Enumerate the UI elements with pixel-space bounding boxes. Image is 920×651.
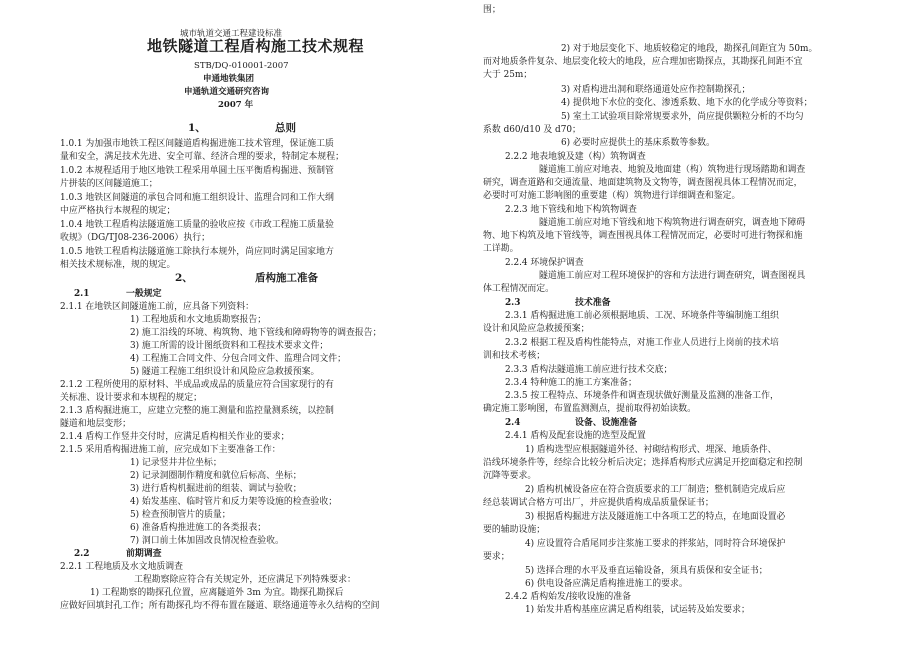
list-item: 2) 盾构机械设备应在符合资质要求的工厂制造；整机制造完成后应 [525,485,786,495]
section-1-title: 总则 [275,122,296,134]
clause-2-1-1: 2.1.1 在地铁区间隧道施工前，应具备下列资料： [60,302,255,312]
clause-2-2-4-cont: 体工程情况而定。 [483,284,554,294]
publish-year: 2007 年 [218,100,254,110]
clause-2-1-2: 2.1.2 工程所使用的原材料、半成品或成品的质量应符合国家现行的有 [60,380,334,390]
clause-2-4-1: 2.4.1 盾构及配套设施的选型及配置 [505,431,646,441]
list-item: 1) 工程勘察的勘探孔位置，应离隧道外 3m 为宜。勘探孔勘探后 [90,588,344,598]
clause-2-1-3: 2.1.3 盾构掘进施工，应建立完整的施工测量和监控量测系统，以控制 [60,406,334,416]
clause-2-2-4-body: 隧道施工前应对工程环境保护的容和方法进行调查研究，调查图视具 [539,271,806,281]
list-item: 2) 施工沿线的环境、构筑物、地下管线和障碍物等的调查报告； [130,328,382,338]
clause-2-3-5: 2.3.5 按工程特点、环境条件和调查现状做好测量及监测的准备工作， [505,391,779,401]
standard-code: STB/DQ-010001-2007 [194,61,289,71]
section-2-4-number: 2.4 [505,418,521,428]
section-2-4-title: 设备、设施准备 [575,418,638,428]
clause-2-2-3-cont: 物、地下构筑及地下管线等，调查围视具体工程情况而定，必要时可进行物探和施 [483,231,803,241]
clause-2-1-3-cont: 隧道和地层变形； [60,419,131,429]
list-item: 3) 施工所需的设计图纸资料和工程技术要求文件； [130,341,329,351]
list-item: 4) 工程施工合同文件、分包合同文件、监理合同文件； [130,354,347,364]
list-item-cont: 沉降等要求。 [483,471,537,481]
list-item: 3) 对盾构进出洞和联络通道处应作控制勘探孔； [561,85,751,95]
section-2-3-number: 2.3 [505,298,521,308]
clause-1-0-2-cont: 片拼装的区间隧道施工； [60,179,158,189]
list-item: 1) 始发井盾构基座应满足盾构组装，试运转及始发要求； [525,605,750,615]
document-title: 地铁隧道工程盾构施工技术规程 [147,37,365,55]
section-2-3-title: 技术准备 [575,298,611,308]
clause-2-2-2-cont: 研究，调查道路和交通流量、地面建筑物及文物等，调查图视具体工程情况而定， [483,178,803,188]
clause-2-2-1: 2.2.1 工程地质及水文地质调查 [60,562,184,572]
list-item: 4) 应设置符合盾尾同步注浆施工要求的拌浆站，同时符合环境保护 [525,539,786,549]
list-item: 6) 必要时应提供土的基床系数等参数。 [561,138,715,148]
clause-1-0-2: 1.0.2 本规程适用于地区地铁工程采用单圆土压平衡盾构掘进、预制管 [60,166,334,176]
list-item: 5) 室土工试验项目除常规要求外，尚应提供颗粒分析的不均匀 [561,112,804,122]
list-item-cont: 要的辅助设施； [483,525,546,535]
list-item: 5) 选择合理的水平及垂直运输设备，须具有质保和安全证书； [525,566,768,576]
clause-1-0-3-cont: 中应严格执行本规程的规定； [60,206,176,216]
clause-2-2-3-cont: 工详勘。 [483,244,519,254]
list-item: 4) 始发基座、临时管片和反力架等设施的检查验收； [130,497,338,507]
list-item: 5) 隧道工程施工组织设计和风险应急救援预案。 [130,367,320,377]
clause-2-4-2: 2.4.2 盾构始发/接收设施的准备 [505,592,632,602]
clause-2-3-3: 2.3.3 盾构法隧道施工前应进行技术交底； [505,365,673,375]
list-item: 6) 准备盾构推进施工的各类报表； [130,523,267,533]
clause-2-2-3: 2.2.3 地下管线和地下构筑物调查 [505,205,637,215]
clause-2-1-5: 2.1.5 采用盾构掘进施工前，应完成如下主要准备工作： [60,445,281,455]
section-2-1-number: 2.1 [74,289,90,299]
clause-2-3-1: 2.3.1 盾构掘进施工前必须根据地质、工况、环境条件等编制施工组织 [505,311,779,321]
standard-series: 城市轨道交通工程建设标准 [180,29,283,39]
clause-1-0-3: 1.0.3 地铁区间隧道的承包合同和施工组织设计、监理合同和工作大纲 [60,193,334,203]
section-2-2-title: 前期调查 [126,549,162,559]
clause-2-3-2-cont: 训和技术考核； [483,351,546,361]
list-item: 1) 记录竖井井位坐标； [130,458,222,468]
clause-1-0-5: 1.0.5 地铁工程盾构法隧道施工除执行本规外，尚应同时满足国家地方 [60,247,334,257]
clause-2-3-5-cont: 确定施工影响图，布置监测测点，提前取得初始读数。 [483,404,696,414]
list-item-cont: 而对地质条件复杂、地层变化较大的地段，应合理加密勘探点，其勘探孔间距不宜 [483,57,803,67]
section-1-number: 1、 [188,122,206,134]
clause-2-2-2-body: 隧道施工前应对地表、地貌及地面建（构）筑物进行现场踏勘和调查 [539,165,806,175]
section-2-2-number: 2.2 [74,549,90,559]
clause-2-1-2-cont: 关标准、设计要求和本规程的规定； [60,393,202,403]
clause-2-1-4: 2.1.4 盾构工作竖井交付时，应满足盾构相关作业的要求； [60,432,290,442]
list-item-cont: 系数 d60/d10 及 d70； [483,125,581,135]
section-2-title: 盾构施工准备 [255,272,318,284]
clause-2-3-4: 2.3.4 特种施工的施工方案准备； [505,378,637,388]
list-item: 4) 提供地下水位的变化、渗透系数、地下水的化学成分等资料； [561,98,813,108]
list-item: 3) 根据盾构掘进方法及隧道施工中各项工艺的特点，在地面设置必 [525,512,786,522]
clause-2-3-2: 2.3.2 根据工程及盾构性能特点，对施工作业人员进行上岗前的技术培 [505,338,779,348]
list-item-cont: 沿线环境条件等，经综合比较分析后决定；选择盾构形式应满足开挖面稳定和控制 [483,458,803,468]
editing-org: 申通轨道交通研究咨询 [184,87,270,97]
clause-2-2-3-body: 隧道施工前应对地下管线和地下构筑物进行调查研究，调查地下障碍 [539,218,806,228]
clause-1-0-1: 1.0.1 为加强市地铁工程区间隧道盾构掘进施工技术管理，保证施工质 [60,139,334,149]
list-item-cont: 经总装调试合格方可出厂，并应提供盾构成品质量保证书； [483,498,714,508]
clause-1-0-4: 1.0.4 地铁工程盾构法隧道施工质量的验收应按《市政工程施工质量验 [60,220,334,230]
clause-2-3-1-cont: 设计和风险应急救援预案； [483,324,590,334]
list-item: 2) 记录洞圈制作精度和就位后标高、坐标； [130,471,302,481]
list-item-cont: 要求； [483,552,510,562]
clause-2-2-2: 2.2.2 地表地貌及建（构）筑物调查 [505,152,646,162]
clause-2-2-1-body: 工程勘察除应符合有关规定外，还应满足下列特殊要求： [134,575,356,585]
clause-1-0-1-cont: 量和安全，满足技术先进、安全可靠、经济合理的要求，特制定本规程； [60,152,344,162]
list-item: 2) 对于地层变化下、地质较稳定的地段，勘探孔间距宜为 50m。 [561,44,818,54]
clause-1-0-5-cont: 相关技术规标准，规的规定。 [60,260,176,270]
clause-2-2-4: 2.2.4 环境保护调查 [505,258,584,268]
list-item: 6) 供电设备应满足盾构推进施工的要求。 [525,579,688,589]
section-2-number: 2、 [175,272,193,284]
clause-2-2-2-cont: 必要时可对施工影响图的重要建（构）筑物进行详细调查和鉴定。 [483,191,741,201]
list-item: 5) 检查预制管片的质量； [130,510,231,520]
section-2-1-title: 一般规定 [126,289,162,299]
clause-1-0-4-cont: 收规》（DG/TJ08-236-2006）执行； [60,233,211,243]
issuing-org: 申通地铁集团 [203,74,255,84]
list-item: 1) 盾构选型应根据隧道外径、衬砌结构形式、埋深、地质条件、 [525,445,777,455]
list-item: 7) 洞口前土体加固改良情况检查验收。 [130,536,284,546]
list-item-cont: 应做好回填封孔工作；所有勘探孔均不得布置在隧道、联络通道等永久结构的空间 [60,601,380,611]
list-item-cont: 大于 25m； [483,70,533,80]
continued-text: 围； [483,5,501,15]
list-item: 1) 工程地质和水文地质勘察报告； [130,315,267,325]
list-item: 3) 进行盾构机掘进前的组装、调试与验收； [130,484,302,494]
